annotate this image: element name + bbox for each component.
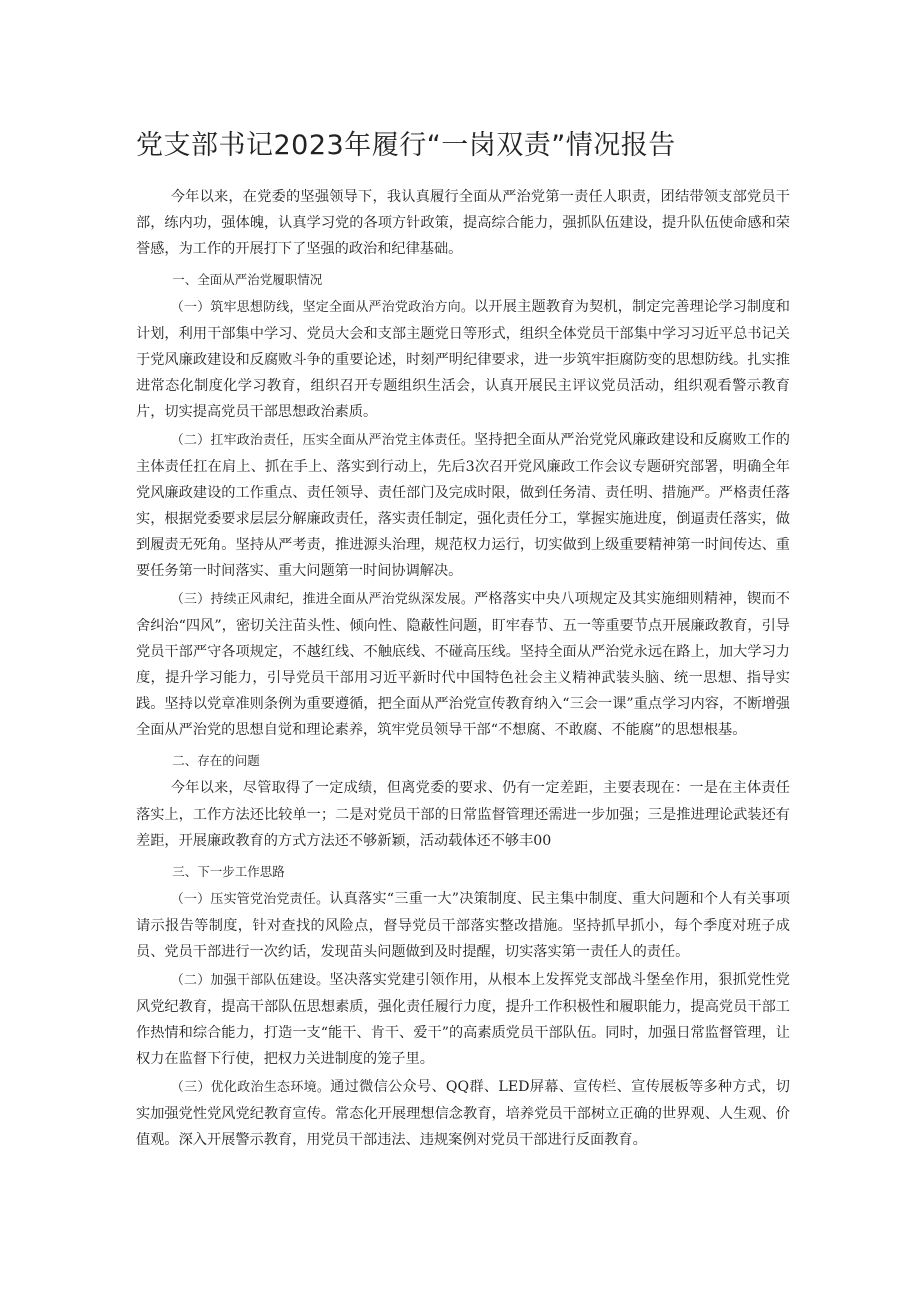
section-heading: 三、下一步工作思路 <box>172 864 285 879</box>
section-heading: 一、全面从严治党履职情况 <box>172 272 323 287</box>
paragraph-text: 认真落实“三重一大”决策制度、民主集中制度、重大问题和个人有关事项请示报告等制度，针对查找的风险点，督导党员干部落实整改措施。坚持抓早抓小，每个季度对班子成员、党员干部进行一次约话，发现苗头问题做到及时提醒，切实落实第一责任人的责任。 <box>136 891 790 960</box>
paragraph-text: 今年以来，尽管取得了一定成绩，但离党委的要求、仍有一定差距，主要表现在：一是在主体责任落实上，工作方法还比较单一；二是对党员干部的日常监督管理还需进一步加强；三是推进理论武装还有差距，开展廉政教育的方式方法还不够新颖，活动载体还不够丰00 <box>136 780 790 849</box>
paragraph-text: 坚持把全面从严治党党风廉政建设和反腐败工作的主体责任扛在肩上、抓在手上、落实到行动上，先后3次召开党风廉政工作会议专题研究部署，明确全年党风廉政建设的工作重点、责任领导、责任部门及完成时限，做到任务清、责任明、措施严。严格责任落实，根据党委要求层层分解廉政责任，落实责任制定，强化责任分工，掌握实施进度，倒逼责任落实，做到履责无死角。坚持从严考责，推进源头治理，规范权力运行，切实做到上级重要精神第一时间传达、重要任务第一时间落实、重大问题第一时间协调解决。 <box>136 432 790 579</box>
section-1-paragraph-3 <box>136 586 790 743</box>
section-heading: 二、存在的问题 <box>172 753 260 768</box>
paragraph-text: 严格落实中央八项规定及其实施细则精神，锲而不舍纠治“四风”，密切关注苗头性、倾向性、隐蔽性问题，盯牢春节、五一等重要节点开展廉政教育，引导党员干部严守各项规定，不越红线、不触底线、不碰高压线。坚持全面从严治党永远在路上，加大学习力度，提升学习能力，引导党员干部用习近平新时代中国特色社会主义精神武装头脑、统一思想、指导实践。坚持以党章准则条例为重要遵循，把全面从严治党宣传教育纳入“三会一课”重点学习内容，不断增强全面从严治党的思想自觉和理论素养，筑牢党员领导干部“不想腐、不敢腐、不能腐”的思想根基。 <box>136 591 790 738</box>
section-1-paragraph-2 <box>136 427 790 584</box>
paragraph-lead: （三）优化政治生态环境。 <box>170 1080 331 1095</box>
paragraph-lead: （二）扛牢政治责任，压实全面从严治党主体责任。 <box>170 433 474 448</box>
section-2-paragraph-1 <box>136 775 790 854</box>
paragraph-lead: （二）加强干部队伍建设。 <box>170 973 330 988</box>
paragraph-text: 坚决落实党建引领作用，从根本上发挥党支部战斗堡垒作用，狠抓党性党风党纪教育，提高干部队伍思想素质，强化责任履行力度，提升工作积极性和履职能力，提高党员干部工作热情和综合能力，打造一支“能干、肯干、爱干”的高素质党员干部队伍。同时，加强日常监督管理，让权力在监督下行使，把权力关进制度的笼子里。 <box>136 972 790 1067</box>
section-3 <box>136 863 790 1153</box>
intro-paragraph: 今年以来，在党委的坚强领导下，我认真履行全面从严治党第一责任人职责，团结带领支部党员干部，练内功，强体魄，认真学习党的各项方针政策，提高综合能力，强抓队伍建设，提升队伍使命感和荣誉感，为工作的开展打下了坚强的政治和纪律基础。 <box>136 189 790 257</box>
section-3-paragraph-3 <box>136 1074 790 1153</box>
document-page <box>136 128 790 1153</box>
paragraph-lead: （一）筑牢思想防线，坚定全面从严治党政治方向。 <box>170 300 474 315</box>
paragraph-lead: （三）持续正风肃纪，推进全面从严治党纵深发展。 <box>170 592 474 607</box>
paragraph-text: 以开展主题教育为契机，制定完善理论学习制度和计划，利用干部集中学习、党员大会和支部主题党日等形式，组织全体党员干部集中学习习近平总书记关于党风廉政建设和反腐败斗争的重要论述，时刻严明纪律要求，进一步筑牢拒腐防变的思想防线。扎实推进常态化制度化学习教育，组织召开专题组织生活会，认真开展民主评议党员活动，组织观看警示教育片，切实提高党员干部思想政治素质。 <box>136 299 790 420</box>
section-3-paragraph-1 <box>136 886 790 965</box>
paragraph-text: 通过微信公众号、QQ群、LED屏幕、宣传栏、宣传展板等多种方式，切实加强党性党风党纪教育宣传。常态化开展理想信念教育，培养党员干部树立正确的世界观、人生观、价值观。深入开展警示教育，用党员干部违法、违规案例对党员干部进行反面教育。 <box>136 1079 790 1148</box>
section-1-paragraph-1 <box>136 294 790 425</box>
paragraph-lead: （一）压实管党治党责任。 <box>170 892 330 907</box>
section-3-paragraph-2 <box>136 967 790 1072</box>
document-title: 党支部书记2023年履行“一岗双责”情况报告 <box>136 130 676 161</box>
section-2 <box>136 752 790 854</box>
section-1 <box>136 271 790 743</box>
